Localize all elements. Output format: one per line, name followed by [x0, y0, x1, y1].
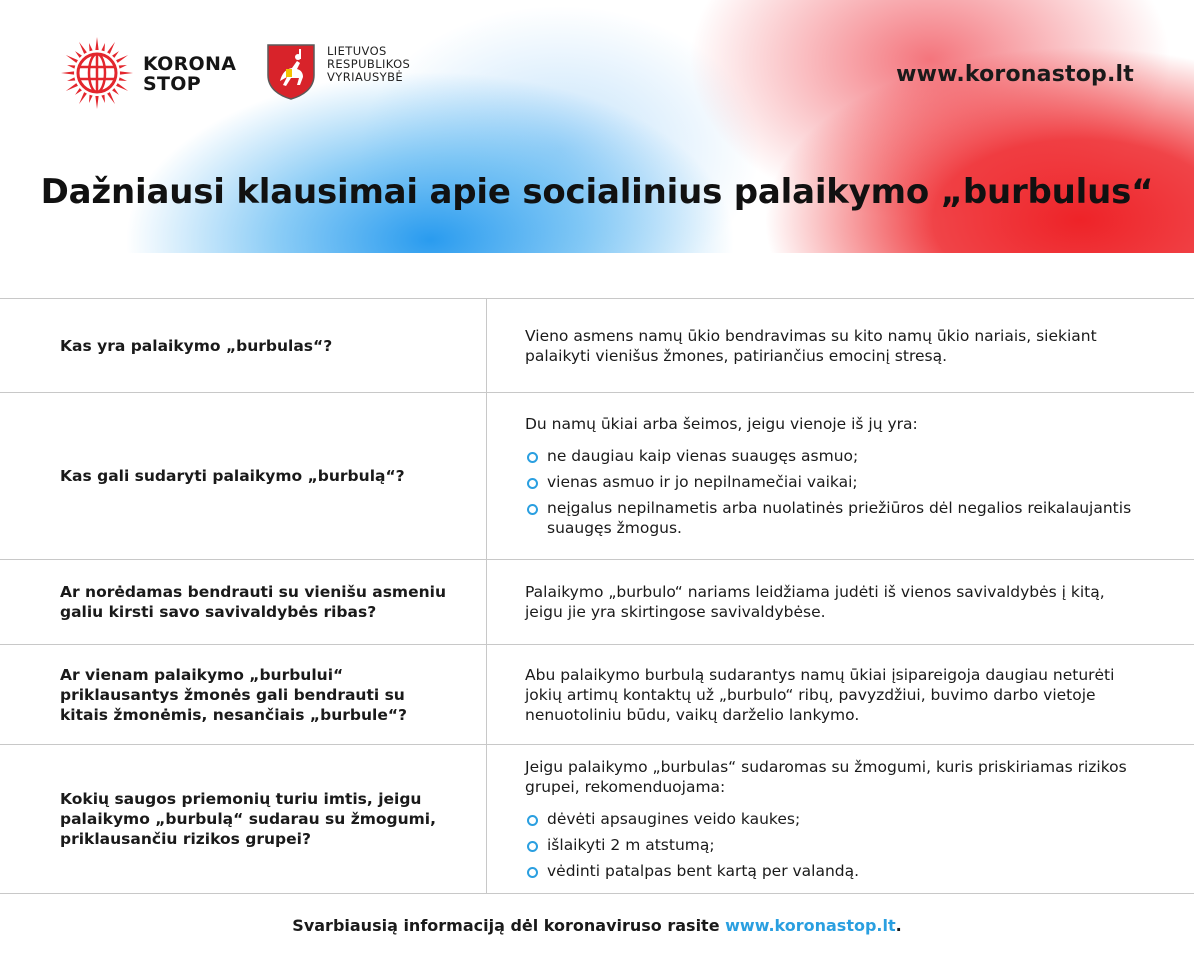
logo-ray	[95, 37, 98, 50]
logo-ray	[61, 71, 74, 74]
faq-row	[0, 392, 1194, 559]
faq-answer	[487, 393, 1194, 559]
logo-ray	[116, 55, 128, 63]
government-label	[327, 45, 410, 84]
logo-ray	[75, 88, 82, 95]
faq-answer	[487, 299, 1194, 392]
faq-answer	[487, 745, 1194, 893]
faq-row	[0, 559, 1194, 644]
logo-ray	[75, 51, 82, 58]
logo-ray	[116, 83, 128, 91]
faq-answer-text: Du namų ūkiai arba šeimos, jeigu vienoje iš jų yra:	[525, 415, 918, 433]
logo-line-2: STOP	[143, 73, 201, 95]
footer-text: Svarbiausią informaciją dėl koronaviruso rasite	[292, 916, 726, 935]
logo-ray	[119, 77, 127, 81]
footer-note	[0, 916, 1194, 935]
faq-row	[0, 744, 1194, 894]
logo-ray	[119, 65, 127, 69]
faq-row	[0, 298, 1194, 392]
faq-answer-text: Vieno asmens namų ūkio bendravimas su kito namų ūkio nariais, siekiant palaikyti vienišus žmones, patiriančius emocinį stresą.	[525, 326, 1097, 365]
korona-stop-wordmark	[143, 54, 236, 94]
logo-ray	[66, 55, 78, 63]
coat-of-arms-icon	[266, 43, 316, 100]
faq-table	[0, 298, 1194, 894]
list-item: vėdinti patalpas bent kartą per valandą.	[525, 861, 1134, 881]
list-item: dėvėti apsaugines veido kaukes;	[525, 809, 1134, 829]
logo-ray	[112, 51, 119, 58]
gov-line-3: VYRIAUSYBĖ	[327, 70, 404, 84]
logo-ray	[101, 95, 105, 103]
logo-ray	[112, 88, 119, 95]
logo-ray	[67, 65, 75, 69]
logo-line-1: KORONA	[143, 53, 237, 75]
faq-answer-text: Jeigu palaikymo „burbulas“ sudaromas su žmogumi, kuris priskiriamas rizikos grupei, rekomenduojama:	[525, 758, 1127, 796]
gov-line-2: RESPUBLIKOS	[327, 57, 411, 71]
footer-link[interactable]: www.koronastop.lt	[725, 916, 896, 935]
logo-ray	[95, 96, 98, 109]
faq-row	[0, 644, 1194, 744]
list-item: vienas asmuo ir jo nepilnamečiai vaikai;	[525, 472, 1134, 492]
logo-ray	[107, 92, 115, 104]
faq-answer	[487, 560, 1194, 644]
logo-ray	[101, 43, 105, 51]
logo-ray	[89, 95, 93, 103]
faq-question: Kas yra palaikymo „burbulas“?	[0, 299, 487, 392]
faq-question: Ar norėdamas bendrauti su vienišu asmeniu galiu kirsti savo savivaldybės ribas?	[0, 560, 487, 644]
faq-answer-text: Palaikymo „burbulo“ nariams leidžiama judėti iš vienos savivaldybės į kitą, jeigu jie yra skirtingose savivaldybėse.	[525, 583, 1105, 621]
list-item: ne daugiau kaip vienas suaugęs asmuo;	[525, 446, 1134, 466]
logo-ray	[107, 42, 115, 54]
page-title: Dažniausi klausimai apie socialinius palaikymo „burbulus“	[40, 172, 1154, 212]
gov-line-1: LIETUVOS	[327, 44, 387, 58]
faq-question: Ar vienam palaikymo „burbului“ priklausantys žmonės gali bendrauti su kitais žmonėmis, nesančiais „burbule“?	[0, 645, 487, 744]
korona-stop-logo-icon	[60, 36, 134, 110]
logo-ray	[67, 77, 75, 81]
footer-end: .	[895, 916, 902, 935]
list-item: išlaikyti 2 m atstumą;	[525, 835, 1134, 855]
faq-answer-text: Abu palaikymo burbulą sudarantys namų ūkiai įsipareigoja daugiau neturėti jokių artimų kontaktų už „burbulo“ ribų, pavyzdžiui, buvimo darbo vietoje nenuotoliniu būdu, vaikų darželio lankymo.	[525, 665, 1115, 724]
logo-ray	[89, 43, 93, 51]
faq-question: Kokių saugos priemonių turiu imtis, jeigu palaikymo „burbulą“ sudarau su žmogumi, priklausančiu rizikos grupei?	[0, 745, 487, 893]
logo-ray	[66, 83, 78, 91]
logo-ray	[120, 71, 133, 74]
faq-answer	[487, 645, 1194, 744]
site-url[interactable]: www.koronastop.lt	[896, 62, 1134, 87]
faq-question: Kas gali sudaryti palaikymo „burbulą“?	[0, 393, 487, 559]
header-banner	[0, 0, 1194, 253]
logo-ray	[79, 42, 87, 54]
list-item: neįgalus nepilnametis arba nuolatinės priežiūros dėl negalios reikalaujantis suaugęs žmogus.	[525, 498, 1134, 538]
faq-bullet-list	[525, 803, 1134, 881]
faq-bullet-list	[525, 440, 1134, 538]
logo-ray	[79, 92, 87, 104]
